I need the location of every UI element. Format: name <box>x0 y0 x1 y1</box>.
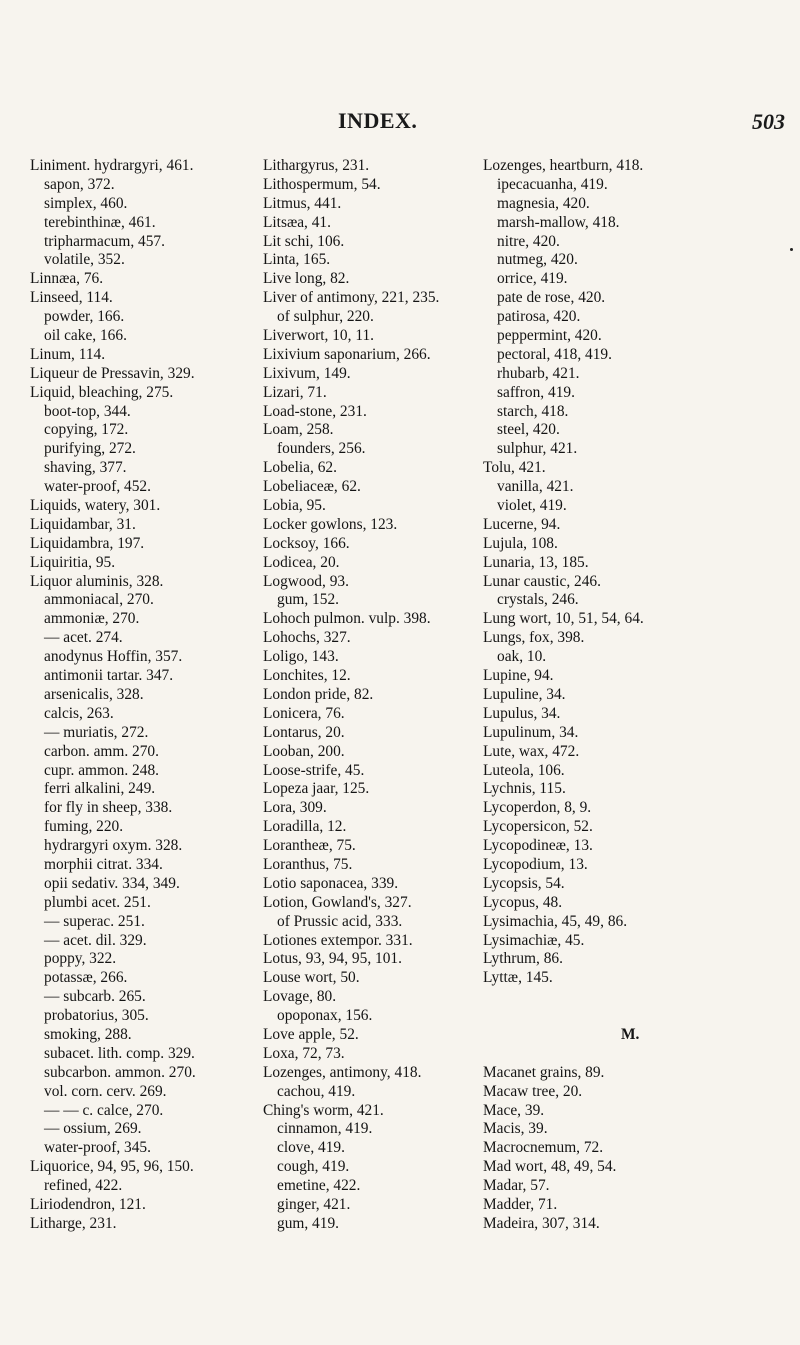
index-entry: poppy, 322. <box>44 950 117 968</box>
index-entry: ginger, 421. <box>277 1195 351 1213</box>
index-entry: Lute, wax, 472. <box>483 742 580 760</box>
index-entry: Macis, 39. <box>483 1120 548 1138</box>
index-entry: Lobeliaceæ, 62. <box>263 478 361 496</box>
index-entry: for fly in sheep, 338. <box>44 799 173 817</box>
index-entry: Lycopodineæ, 13. <box>483 837 593 855</box>
index-entry: of Prussic acid, 333. <box>277 912 403 930</box>
index-column-3-m-entries <box>483 1064 644 1234</box>
index-entry: subcarbon. ammon. 270. <box>44 1063 196 1081</box>
index-entry: water-proof, 452. <box>44 478 151 496</box>
index-entry: fuming, 220. <box>44 818 124 836</box>
index-column-2 <box>263 157 439 1234</box>
index-entry: Liquor aluminis, 328. <box>30 572 164 590</box>
index-entry: Lotion, Gowland's, 327. <box>263 893 412 911</box>
index-entry: Lycopus, 48. <box>483 893 563 911</box>
print-speck <box>790 248 793 251</box>
index-entry: crystals, 246. <box>497 591 579 609</box>
index-entry: smoking, 288. <box>44 1025 132 1043</box>
index-entry: Lobelia, 62. <box>263 459 337 477</box>
index-entry: Litsæa, 41. <box>263 213 331 231</box>
section-letter: M. <box>621 1025 640 1043</box>
index-entry: Lysimachiæ, 45. <box>483 931 585 949</box>
index-entry: opoponax, 156. <box>277 1007 373 1025</box>
index-entry: Macrocnemum, 72. <box>483 1139 604 1157</box>
index-entry: Mace, 39. <box>483 1101 545 1119</box>
index-entry: refined, 422. <box>44 1177 123 1195</box>
index-entry: London pride, 82. <box>263 685 374 703</box>
index-entry: hydrargyri oxym. 328. <box>44 837 183 855</box>
index-entry: Loranthus, 75. <box>263 855 353 873</box>
index-entry: Lonchites, 12. <box>263 667 351 685</box>
index-entry: Tolu, 421. <box>483 459 546 477</box>
index-entry: water-proof, 345. <box>44 1139 151 1157</box>
index-entry: Lycoperdon, 8, 9. <box>483 799 592 817</box>
index-entry: — subcarb. 265. <box>44 988 146 1006</box>
index-entry: Lohochs, 327. <box>263 629 351 647</box>
index-entry: morphii citrat. 334. <box>44 855 163 873</box>
index-entry: magnesia, 420. <box>497 194 590 212</box>
index-entry: — muriatis, 272. <box>44 723 149 741</box>
index-entry: subacet. lith. comp. 329. <box>44 1044 195 1062</box>
index-entry: marsh-mallow, 418. <box>497 213 620 231</box>
index-entry: Loam, 258. <box>263 421 334 439</box>
index-entry: Loligo, 143. <box>263 648 339 666</box>
index-entry: violet, 419. <box>497 497 567 515</box>
index-entry: nitre, 420. <box>497 232 560 250</box>
index-entry: Lysimachia, 45, 49, 86. <box>483 912 628 930</box>
index-entry: Madar, 57. <box>483 1177 550 1195</box>
index-entry: Liquidambar, 31. <box>30 515 136 533</box>
index-entry: Liquid, bleaching, 275. <box>30 383 174 401</box>
index-entry: Lontarus, 20. <box>263 723 345 741</box>
index-entry: volatile, 352. <box>44 251 125 269</box>
index-entry: Lozenges, antimony, 418. <box>263 1063 422 1081</box>
index-entry: Lit schi, 106. <box>263 232 345 250</box>
index-entry: Liquids, watery, 301. <box>30 497 161 515</box>
index-entry: Loradilla, 12. <box>263 818 347 836</box>
index-entry: Liquidambra, 197. <box>30 534 145 552</box>
index-entry: Liqueur de Pressavin, 329. <box>30 364 195 382</box>
index-entry: Lychnis, 115. <box>483 780 566 798</box>
index-entry: Locker gowlons, 123. <box>263 515 398 533</box>
index-entry: arsenicalis, 328. <box>44 685 144 703</box>
index-entry: Madder, 71. <box>483 1196 558 1213</box>
index-entry: Lunaria, 13, 185. <box>483 553 589 571</box>
index-entry: Lupulinum, 34. <box>483 723 579 741</box>
index-entry: vanilla, 421. <box>497 478 574 496</box>
index-entry: Lycopodium, 13. <box>483 855 588 873</box>
index-entry: steel, 420. <box>497 421 560 439</box>
index-entry: — ossium, 269. <box>44 1120 142 1138</box>
index-entry: founders, 256. <box>277 440 366 458</box>
index-entry: vol. corn. cerv. 269. <box>44 1082 167 1100</box>
index-entry: sapon, 372. <box>44 175 115 193</box>
running-head <box>0 108 800 138</box>
index-entry: saffron, 419. <box>497 383 575 401</box>
index-entry: Lonicera, 76. <box>263 704 345 722</box>
index-entry: gum, 152. <box>277 591 339 609</box>
index-entry: Litmus, 441. <box>263 194 342 212</box>
index-entry: oil cake, 166. <box>44 327 127 345</box>
index-entry: Linseed, 114. <box>30 289 113 307</box>
index-entry: Lungs, fox, 398. <box>483 629 585 647</box>
index-entry: calcis, 263. <box>44 704 114 722</box>
index-entry: sulphur, 421. <box>497 440 578 458</box>
index-entry: peppermint, 420. <box>497 327 602 345</box>
index-entry: — acet. 274. <box>44 629 123 647</box>
index-entry: Linta, 165. <box>263 251 331 269</box>
index-entry: nutmeg, 420. <box>497 251 578 269</box>
index-entry: Lora, 309. <box>263 799 327 817</box>
index-entry: Lotiones extempor. 331. <box>263 931 413 949</box>
index-entry: pectoral, 418, 419. <box>497 345 612 363</box>
index-entry: Lythrum, 86. <box>483 950 563 968</box>
index-entry: Love apple, 52. <box>263 1025 359 1043</box>
index-entry: cupr. ammon. 248. <box>44 761 159 779</box>
index-entry: Linum, 114. <box>30 345 106 363</box>
index-entry: powder, 166. <box>44 308 125 326</box>
index-entry: ipecacuanha, 419. <box>497 175 608 193</box>
index-entry: Lovage, 80. <box>263 988 337 1006</box>
index-entry: — acet. dil. 329. <box>44 931 147 949</box>
index-entry: probatorius, 305. <box>44 1007 149 1025</box>
index-entry: Lupine, 94. <box>483 667 554 685</box>
index-entry: potassæ, 266. <box>44 969 128 987</box>
index-entry: Lujula, 108. <box>483 534 558 552</box>
index-entry: Liquiritia, 95. <box>30 553 116 571</box>
index-entry: Liver of antimony, 221, 235. <box>263 289 440 307</box>
index-entry: patirosa, 420. <box>497 308 581 326</box>
index-entry: gum, 419. <box>277 1214 339 1232</box>
index-entry: Madeira, 307, 314. <box>483 1214 600 1232</box>
index-entry: Lycopsis, 54. <box>483 874 565 892</box>
index-entry: oak, 10. <box>497 648 547 666</box>
index-entry: cachou, 419. <box>277 1082 356 1100</box>
index-entry: Lithospermum, 54. <box>263 175 381 193</box>
index-entry: orrice, 419. <box>497 270 568 288</box>
index-entry: cough, 419. <box>277 1158 350 1176</box>
index-entry: ferri alkalini, 249. <box>44 780 156 798</box>
index-entry: Lopeza jaar, 125. <box>263 780 370 798</box>
index-entry: ammoniacal, 270. <box>44 591 154 609</box>
page-number: 503 <box>752 109 785 134</box>
index-entry: emetine, 422. <box>277 1177 361 1195</box>
index-entry: Looban, 200. <box>263 742 345 760</box>
index-entry: Ching's worm, 421. <box>263 1101 384 1119</box>
index-entry: clove, 419. <box>277 1139 345 1157</box>
index-entry: antimonii tartar. 347. <box>44 667 174 685</box>
index-entry: Lyttæ, 145. <box>483 969 553 987</box>
index-entry: — — c. calce, 270. <box>44 1101 164 1119</box>
index-entry: cinnamon, 419. <box>277 1120 373 1138</box>
index-entry: terebinthinæ, 461. <box>44 213 156 231</box>
index-entry: Louse wort, 50. <box>263 969 360 987</box>
index-entry: opii sedativ. 334, 349. <box>44 874 180 892</box>
index-entry: — superac. 251. <box>44 912 145 930</box>
index-entry: Lotio saponacea, 339. <box>263 874 399 892</box>
index-entry: Lixivum, 149. <box>263 364 351 382</box>
index-entry: Litharge, 231. <box>30 1214 117 1232</box>
index-entry: Lixivium saponarium, 266. <box>263 345 431 363</box>
index-entry: Loose-strife, 45. <box>263 761 365 779</box>
index-entry: Liriodendron, 121. <box>30 1195 146 1213</box>
index-entry: Macanet grains, 89. <box>483 1063 605 1081</box>
index-entry: Lunar caustic, 246. <box>483 572 601 590</box>
index-entry: shaving, 377. <box>44 459 127 477</box>
index-entry: Linnæa, 76. <box>30 270 104 288</box>
section-gap <box>483 988 644 1026</box>
index-entry: Lohoch pulmon. vulp. 398. <box>263 610 431 628</box>
index-entry: Lung wort, 10, 51, 54, 64. <box>483 610 644 628</box>
index-entry: Liverwort, 10, 11. <box>263 327 374 345</box>
index-entry: boot-top, 344. <box>44 402 131 420</box>
index-column-3-entries <box>483 157 644 988</box>
index-entry: copying, 172. <box>44 421 129 439</box>
index-entry: pate de rose, 420. <box>497 289 606 307</box>
index-entry: Lycopersicon, 52. <box>483 818 593 836</box>
index-entry: Live long, 82. <box>263 270 350 288</box>
index-entry: Luteola, 106. <box>483 761 565 779</box>
index-entry: carbon. amm. 270. <box>44 742 159 760</box>
index-entry: of sulphur, 220. <box>277 308 374 326</box>
index-entry: Macaw tree, 20. <box>483 1082 583 1100</box>
index-entry: Logwood, 93. <box>263 572 349 590</box>
index-entry: starch, 418. <box>497 402 569 420</box>
index-entry: Lupulus, 34. <box>483 704 561 722</box>
index-entry: Lithargyrus, 231. <box>263 157 370 174</box>
index-entry: simplex, 460. <box>44 194 128 212</box>
index-entry: Mad wort, 48, 49, 54. <box>483 1158 617 1176</box>
index-column-1 <box>30 157 196 1234</box>
index-entry: Liniment. hydrargyri, 461. <box>30 157 194 174</box>
index-entry: rhubarb, 421. <box>497 364 580 382</box>
index-entry: Lotus, 93, 94, 95, 101. <box>263 950 402 968</box>
index-entry: Liquorice, 94, 95, 96, 150. <box>30 1158 194 1176</box>
index-entry: Loxa, 72, 73. <box>263 1044 345 1062</box>
index-entry: anodynus Hoffin, 357. <box>44 648 183 666</box>
index-entry: plumbi acet. 251. <box>44 893 151 911</box>
index-entry: Loranthеæ, 75. <box>263 837 356 855</box>
index-column-3 <box>483 157 644 1234</box>
index-entry: Lupuline, 34. <box>483 685 566 703</box>
index-entry: Lodicea, 20. <box>263 553 340 571</box>
index-entry: Lozenges, heartburn, 418. <box>483 157 644 174</box>
index-entry: tripharmacum, 457. <box>44 232 165 250</box>
index-entry: purifying, 272. <box>44 440 136 458</box>
index-entry: Lobia, 95. <box>263 497 326 515</box>
index-entry: ammoniæ, 270. <box>44 610 140 628</box>
index-entry: Locksoy, 166. <box>263 534 350 552</box>
section-gap-small <box>483 1045 644 1064</box>
page-title: INDEX. <box>338 108 418 133</box>
index-entry: Load-stone, 231. <box>263 402 367 420</box>
index-entry: Lucerne, 94. <box>483 515 561 533</box>
index-entry: Lizari, 71. <box>263 383 327 401</box>
